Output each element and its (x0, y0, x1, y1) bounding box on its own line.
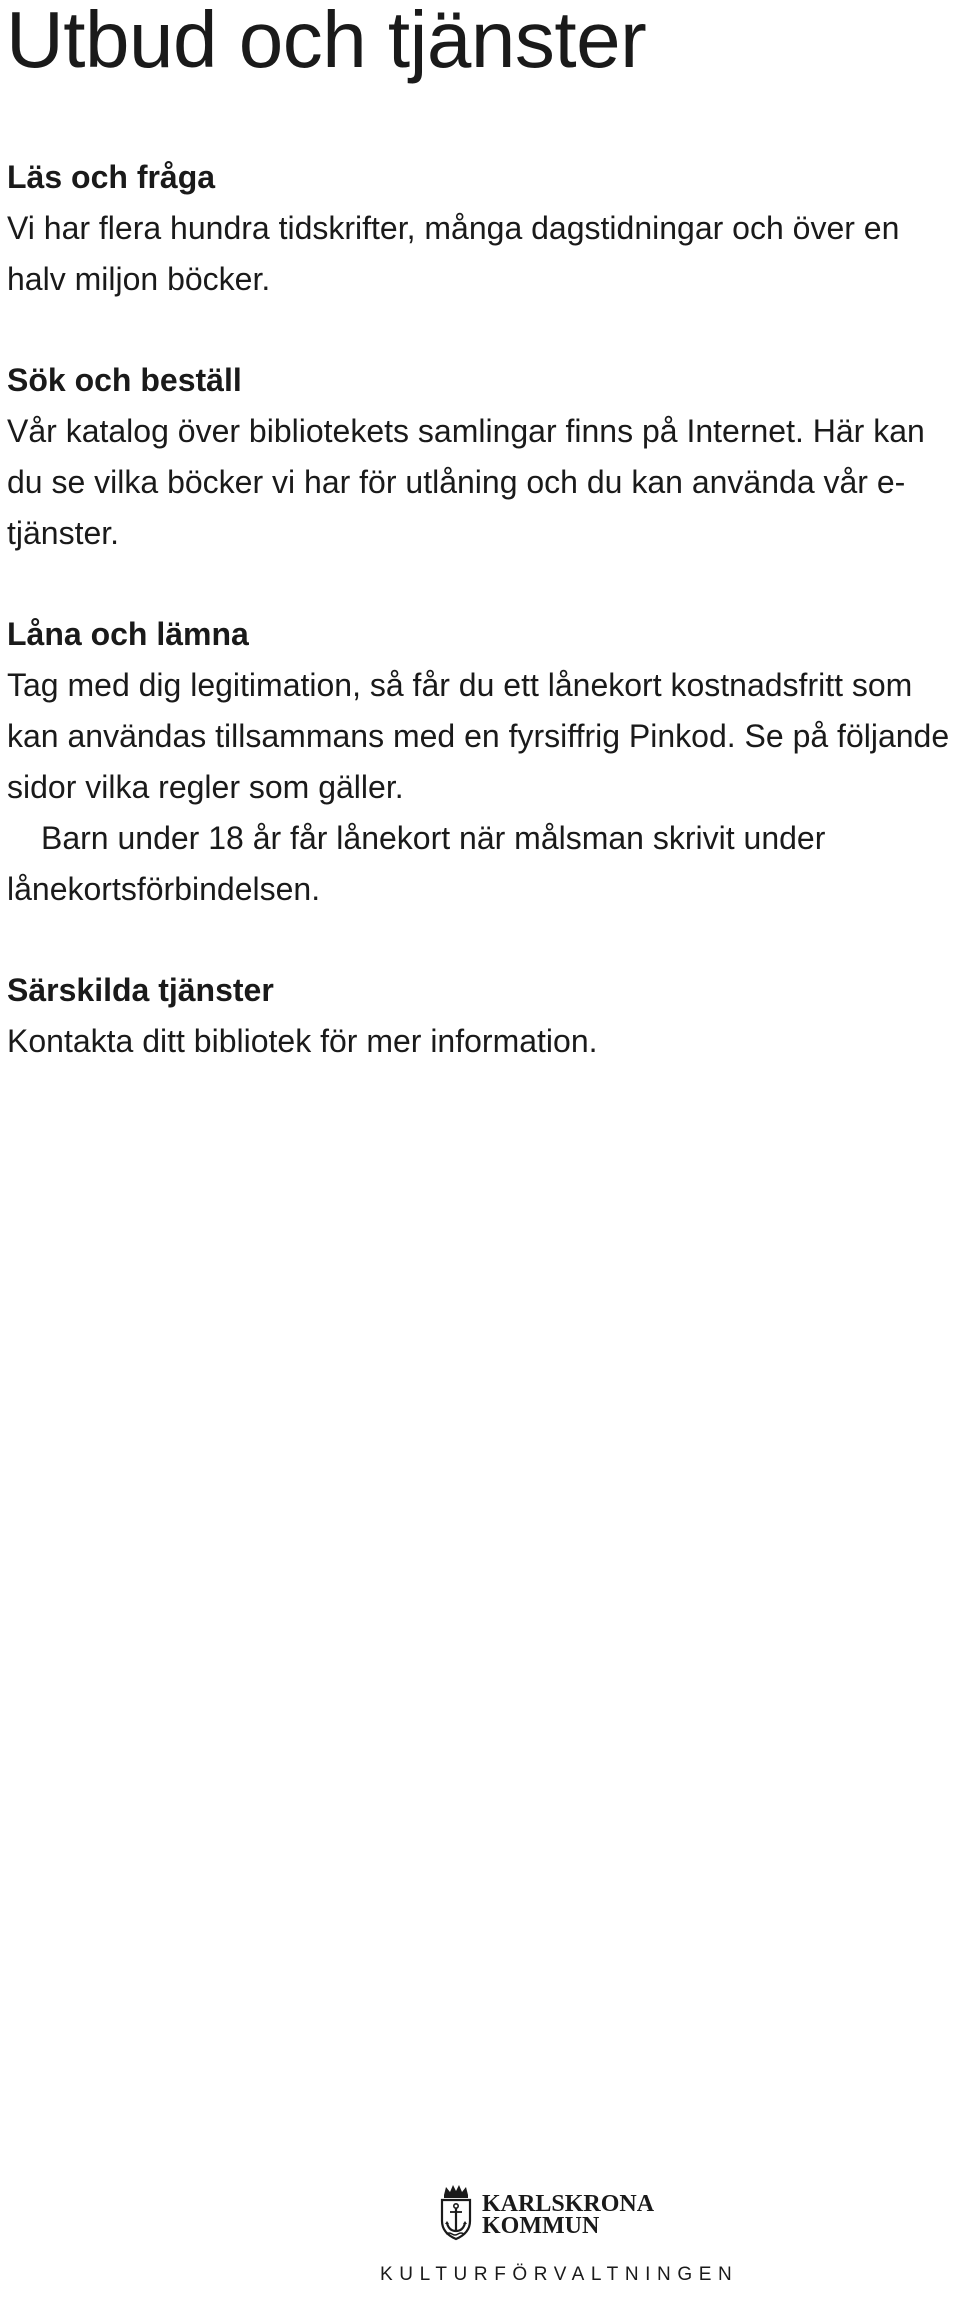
section-heading: Läs och fråga (7, 159, 216, 195)
section-las-och-fraga (7, 152, 957, 305)
section-sok-och-bestall (7, 355, 957, 559)
section-text: Vi har flera hundra tidskrifter, många dagstidningar och över en halv miljon böcker. (7, 210, 900, 297)
crowned-shield-with-anchor-icon (438, 2183, 474, 2241)
section-text: Kontakta ditt bibliotek för mer information. (7, 1023, 598, 1059)
section-sarskilda-tjanster (7, 965, 957, 1067)
logo-line-1: KARLSKRONA (482, 2191, 655, 2217)
department-label: KULTURFÖRVALTNINGEN (380, 2264, 739, 2285)
section-text: Barn under 18 år får lånekort när målsman skrivit under lånekortsförbindelsen. (7, 820, 826, 907)
section-heading: Låna och lämna (7, 616, 249, 652)
page-title: Utbud och tjänster (6, 0, 647, 84)
section-heading: Sök och beställ (7, 362, 242, 398)
logo-wordmark (482, 2193, 654, 2237)
section-lana-och-lamna (7, 609, 957, 915)
logo-line-2: KOMMUN (482, 2213, 600, 2239)
content-sections (7, 152, 957, 1117)
karlskrona-kommun-logo (438, 2183, 663, 2241)
section-heading: Särskilda tjänster (7, 972, 274, 1008)
section-text: Vår katalog över bibliotekets samlingar finns på Internet. Här kan du se vilka böcker vi har för utlåning och du kan använda vår e-tjänster. (7, 413, 925, 551)
section-text: Tag med dig legitimation, så får du ett lånekort kostnadsfritt som kan användas tillsammans med en fyrsiffrig Pinkod. Se på följande sidor vilka regler som gäller. (7, 667, 950, 805)
